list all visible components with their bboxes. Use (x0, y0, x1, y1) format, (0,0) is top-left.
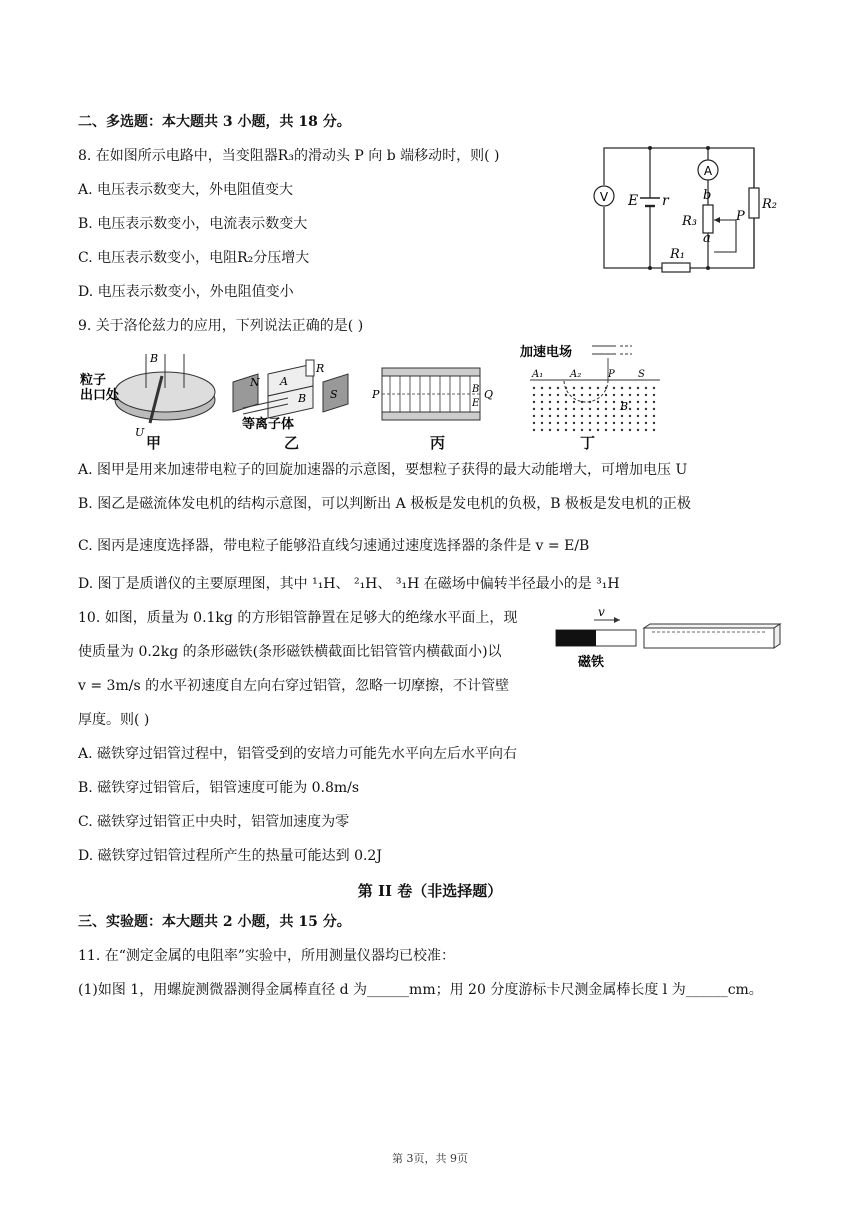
field-dot (565, 415, 567, 417)
bing-label-P: P (372, 388, 380, 401)
field-dot (645, 401, 647, 403)
section-heading-multiple-choice: 二、多选题：本大题共 3 小题，共 18 分。 (78, 114, 351, 130)
q9-figure-ding (520, 340, 670, 436)
q8-option-a: A. 电压表示数变大，外电阻值变大 (78, 182, 294, 198)
field-dot (573, 415, 575, 417)
q10-magnet-figure (552, 606, 784, 672)
field-dot (629, 394, 631, 396)
label-a: a (703, 231, 711, 246)
field-dot (549, 394, 551, 396)
q9-option-d: D. 图丁是质谱仪的主要原理图，其中 ¹₁H、 ²₁H、 ³₁H 在磁场中偏转半径最小的是 ³₁H (78, 576, 620, 592)
field-dot (653, 401, 655, 403)
field-dot (629, 429, 631, 431)
yi-label-N: N (250, 376, 260, 389)
resistor-r2-icon (749, 188, 759, 218)
svg-text:粒子 出口处 (80, 372, 119, 403)
field-dot (605, 429, 607, 431)
bing-label-E: E (472, 398, 480, 409)
jia-label-line2: 出口处 (80, 388, 120, 403)
field-dot (533, 401, 535, 403)
field-dot (637, 429, 639, 431)
field-dot (613, 415, 615, 417)
field-dot (605, 408, 607, 410)
field-dot (581, 394, 583, 396)
field-dot (637, 408, 639, 410)
q9-caption-yi: 乙 (284, 434, 300, 452)
field-dot (565, 429, 567, 431)
field-dot (581, 415, 583, 417)
field-dot (597, 408, 599, 410)
label-P: P (736, 209, 745, 224)
ding-label-B: B (620, 400, 629, 413)
q9-caption-bing: 丙 (430, 434, 446, 452)
field-dot (573, 429, 575, 431)
q10-option-d: D. 磁铁穿过铝管过程所产生的热量可能达到 0.2J (78, 848, 382, 864)
q9-option-c: C. 图丙是速度选择器，带电粒子能够沿直线匀速通过速度选择器的条件是 v = E/B (78, 538, 590, 554)
field-dot (557, 394, 559, 396)
field-dot (645, 429, 647, 431)
field-dot (597, 387, 599, 389)
label-A: A (703, 164, 713, 178)
q8-option-d: D. 电压表示数变小，外电阻值变小 (78, 284, 294, 300)
field-dot (541, 415, 543, 417)
q9-stem: 9. 关于洛伦兹力的应用，下列说法正确的是( ) (78, 318, 364, 334)
yi-label-B: B (298, 392, 307, 405)
field-dot (645, 387, 647, 389)
rheostat-r3-icon (703, 205, 713, 233)
field-dot (565, 401, 567, 403)
field-dot (541, 429, 543, 431)
q10-stem-line4: 厚度。则( ) (78, 712, 150, 728)
q9-figure-bing (372, 362, 497, 428)
yi-label-A: A (280, 375, 288, 388)
field-dot (557, 429, 559, 431)
field-dot (557, 422, 559, 424)
q10-option-a: A. 磁铁穿过铝管过程中，铝管受到的安培力可能先水平向左后水平向右 (78, 746, 518, 762)
field-dot (645, 415, 647, 417)
field-dot (589, 429, 591, 431)
label-R1: R₁ (670, 247, 685, 262)
field-dot (613, 429, 615, 431)
field-dot (565, 408, 567, 410)
ding-label-title: 加速电场 (520, 345, 573, 360)
field-dot (597, 401, 599, 403)
q8-option-c: C. 电压表示数变小，电阻R₂分压增大 (78, 250, 310, 266)
field-dot (589, 422, 591, 424)
field-dot (597, 394, 599, 396)
field-dot (589, 408, 591, 410)
field-dot (629, 422, 631, 424)
field-dot (621, 394, 623, 396)
field-dot (605, 401, 607, 403)
label-b: b (703, 188, 712, 203)
field-dot (653, 422, 655, 424)
field-dot (653, 415, 655, 417)
field-dot (645, 394, 647, 396)
field-dot (549, 422, 551, 424)
field-dot (637, 401, 639, 403)
field-dot (637, 415, 639, 417)
q10-option-b: B. 磁铁穿过铝管后，铝管速度可能为 0.8m/s (78, 780, 360, 796)
field-dot (557, 408, 559, 410)
field-dot (637, 387, 639, 389)
field-dot (653, 394, 655, 396)
field-dot (549, 387, 551, 389)
field-dot (533, 387, 535, 389)
jia-label-U: U (135, 426, 145, 439)
field-dot (629, 401, 631, 403)
field-dot (573, 394, 575, 396)
field-dot (653, 408, 655, 410)
ding-label-P: P (608, 369, 615, 380)
q10-label-v: v (598, 606, 605, 619)
yi-label-S: S (330, 388, 338, 401)
field-dot (589, 394, 591, 396)
field-dot (629, 387, 631, 389)
field-dot (637, 394, 639, 396)
field-dot (605, 422, 607, 424)
field-dot (613, 401, 615, 403)
field-dot (533, 429, 535, 431)
field-dot (573, 401, 575, 403)
field-dot (613, 422, 615, 424)
field-dot (621, 415, 623, 417)
field-dot (549, 408, 551, 410)
q10-stem-line2: 使质量为 0.2kg 的条形磁铁(条形磁铁横截面比铝管管内横截面小)以 (78, 644, 502, 660)
ding-label-S: S (638, 369, 645, 380)
bing-label-Q: Q (484, 388, 494, 401)
field-dot (637, 422, 639, 424)
field-dot (621, 422, 623, 424)
field-dot (533, 408, 535, 410)
field-dot (541, 394, 543, 396)
field-dot (557, 387, 559, 389)
label-R3: R₃ (682, 214, 697, 229)
resistor-r1-icon (662, 263, 690, 272)
field-dot (541, 387, 543, 389)
field-dot (573, 387, 575, 389)
field-dot (597, 422, 599, 424)
q8-stem: 8. 在如图所示电路中，当变阻器R₃的滑动头 P 向 b 端移动时，则( ) (78, 148, 500, 164)
field-dot (653, 387, 655, 389)
yi-label-R: R (316, 362, 325, 375)
field-dot (533, 394, 535, 396)
field-dot (645, 408, 647, 410)
field-dot (613, 408, 615, 410)
field-dot (541, 401, 543, 403)
q11-stem: 11. 在“测定金属的电阻率”实验中，所用测量仪器均已校准： (78, 948, 456, 964)
page-footer: 第 3页，共 9页 (392, 1152, 468, 1165)
field-dot (557, 415, 559, 417)
q9-figure-yi (228, 352, 358, 432)
q10-label-magnet: 磁铁 (578, 655, 605, 670)
q10-option-c: C. 磁铁穿过铝管正中央时，铝管加速度为零 (78, 814, 350, 830)
label-E: E (628, 193, 639, 209)
field-dot (581, 387, 583, 389)
field-dot (653, 429, 655, 431)
jia-label-B: B (150, 352, 159, 365)
yi-label-plasma: 等离子体 (242, 417, 295, 432)
q10-stem-line3: v = 3m/s 的水平初速度自左向右穿过铝管，忽略一切摩擦，不计管壁 (78, 678, 510, 694)
field-dot (581, 422, 583, 424)
field-dot (541, 408, 543, 410)
field-dot (581, 408, 583, 410)
q9-caption-ding: 丁 (580, 434, 596, 452)
ding-label-A1: A₁ (532, 369, 544, 380)
q9-option-b: B. 图乙是磁流体发电机的结构示意图，可以判断出 A 极板是发电机的负极，B 极板是发电机的正极 (78, 496, 691, 512)
q11-sub1: (1)如图 1，用螺旋测微器测得金属棒直径 d 为______mm；用 20 分度游标卡尺测金属棒长度 l 为______cm。 (78, 982, 763, 998)
field-dot (597, 415, 599, 417)
field-dot (589, 415, 591, 417)
field-dot (621, 429, 623, 431)
field-dot (629, 408, 631, 410)
field-dot (549, 429, 551, 431)
label-R2: R₂ (762, 197, 777, 212)
field-dot (613, 387, 615, 389)
q8-circuit-diagram (590, 140, 790, 275)
label-V: V (599, 190, 609, 204)
section-heading-experiment: 三、实验题：本大题共 2 小题，共 15 分。 (78, 914, 351, 930)
field-dot (581, 429, 583, 431)
aluminum-tube-icon (644, 628, 774, 648)
field-dot (565, 394, 567, 396)
field-dot (645, 422, 647, 424)
field-dot (629, 415, 631, 417)
q9-caption-jia: 甲 (146, 434, 162, 452)
field-dot (533, 422, 535, 424)
field-dot (605, 394, 607, 396)
field-dot (597, 429, 599, 431)
ding-label-A2: A₂ (570, 369, 582, 380)
field-dot (541, 422, 543, 424)
field-dot (613, 394, 615, 396)
field-dot (549, 401, 551, 403)
q9-option-a: A. 图甲是用来加速带电粒子的回旋加速器的示意图，要想粒子获得的最大动能增大，可增加电压 U (78, 462, 688, 478)
label-r: r (662, 193, 669, 209)
part2-title: 第 II 卷（非选择题） (357, 882, 503, 900)
field-dot (565, 422, 567, 424)
field-dot (573, 408, 575, 410)
field-dot (557, 401, 559, 403)
q8-option-b: B. 电压表示数变小，电流表示数变大 (78, 216, 308, 232)
field-dot (589, 387, 591, 389)
field-dot (533, 415, 535, 417)
q10-stem-line1: 10. 如图，质量为 0.1kg 的方形铝管静置在足够大的绝缘水平面上，现 (78, 610, 518, 626)
field-dot (621, 387, 623, 389)
field-dot (573, 422, 575, 424)
jia-label-line1: 粒子 (80, 373, 107, 388)
bing-label-B: B (472, 384, 480, 395)
field-dot (605, 415, 607, 417)
field-dot (549, 415, 551, 417)
